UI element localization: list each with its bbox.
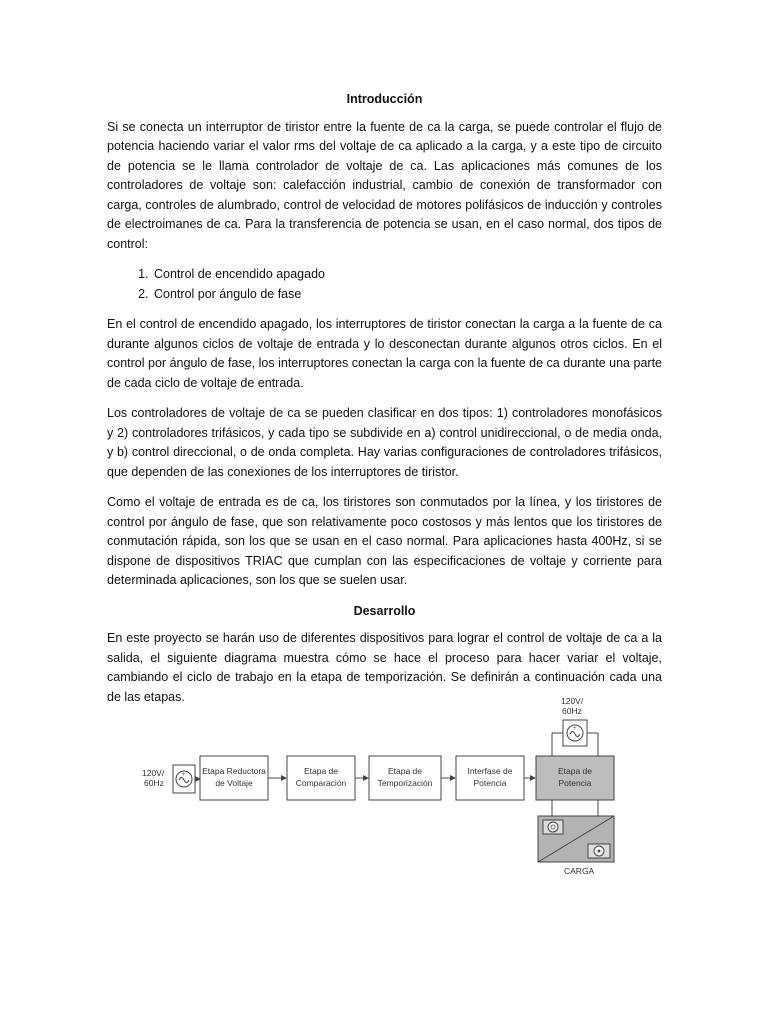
block-text: de Voltaje [215,778,253,788]
block-text: Etapa Reductora [202,766,266,776]
control-types-list [107,265,662,304]
intro-paragraph-2: En el control de encendido apagado, los interruptores de tiristor conectan la carga a la fuente de ca durante algunos ciclos de voltaje de entrada y lo desconectan durante algunos otros ciclos. En el control por ángulo de fase, los interruptores conectan la carga con la fuente de ca durante una parte de cada ciclo de voltaje de entrada. [107,317,662,390]
block-diagram-svg [140,694,630,879]
block-diagram [140,694,630,879]
intro-paragraph-1: Si se conecta un interruptor de tiristor entre la fuente de ca la carga, se puede controlar el flujo de potencia haciendo variar el valor rms del voltaje de ca aplicado a la carga, y a este tipo de circuito de potencia se le llama controlador de voltaje de ca. Las aplicaciones más comunes de los controladores de voltaje son: calefacción industrial, cambio de conexión de transformador con carga, controles de alumbrado, control de velocidad de motores polifásicos de inducción y controles de electroimanes de ca. Para la transferencia de potencia se usan, en el caso normal, dos tipos de control: [107,119,662,251]
load-label: CARGA [564,866,595,876]
load-block [538,816,614,862]
intro-paragraph-3: Los controladores de voltaje de ca se pueden clasificar en dos tipos: 1) controladores monofásicos y 2) controladores trifásicos, y cada tipo se subdivide en a) control unidireccional, o de media onda, y b) control direccional, o de onda completa. Hay varias configuraciones de controladores trifásicos, que dependen de las conexiones de los interruptores de tiristor. [107,406,662,479]
top-source-label-line1: 120V/ [561,696,584,706]
development-heading: Desarrollo [353,603,416,618]
development-paragraph: En este proyecto se harán uso de diferentes dispositivos para lograr el control de voltaje de ca a la salida, el siguiente diagrama muestra cómo se hace el proceso para hacer variar el voltaje, cambiando el ciclo de trabajo en la etapa de temporización. Se definirán a continuación cada una de las etapas. [107,631,662,704]
block-text: Etapa de [387,766,423,776]
motor-icon [588,844,610,858]
block-power-stage [536,756,614,800]
block-text: Etapa de [557,766,593,776]
block-text: Comparación [295,778,347,788]
lamp-icon [543,820,563,834]
intro-heading: Introducción [346,92,423,106]
left-source-label-line2: 60Hz [144,778,164,788]
left-source-label-line1: 120V/ [142,768,165,778]
ac-source-top-icon [563,720,587,746]
block-voltage-reducer [200,756,268,800]
intro-paragraph-4: Como el voltaje de entrada es de ca, los tiristores son conmutados por la línea, y los tiristores de control por ángulo de fase, que son relativamente poco costosos y más lentos que los tiristores de conmutación rápida, son los que se usan en el caso normal. Para aplicaciones hasta 400Hz, si se dispone de dispositivos TRIAC que cumplan con las especificaciones de voltaje y corriente para determinada aplicaciones, son los que se suelen usar. [107,495,662,587]
block-power-interface [456,756,524,800]
block-text: Etapa de [303,766,339,776]
list-item: 2. Control por ángulo de fase [152,285,662,305]
block-text: Interfase de [467,766,513,776]
list-item: 1. Control de encendido apagado [152,265,662,285]
svg-text:+: + [182,772,186,778]
top-source-label-line2: 60Hz [562,706,582,716]
svg-text:+: + [573,726,577,732]
block-timing [369,756,441,800]
document-body [107,90,662,718]
block-text: Potencia [558,778,592,788]
block-comparison [287,756,355,800]
ac-source-left-icon [173,765,195,793]
block-text: Potencia [473,778,507,788]
block-text: Temporización [377,778,433,788]
